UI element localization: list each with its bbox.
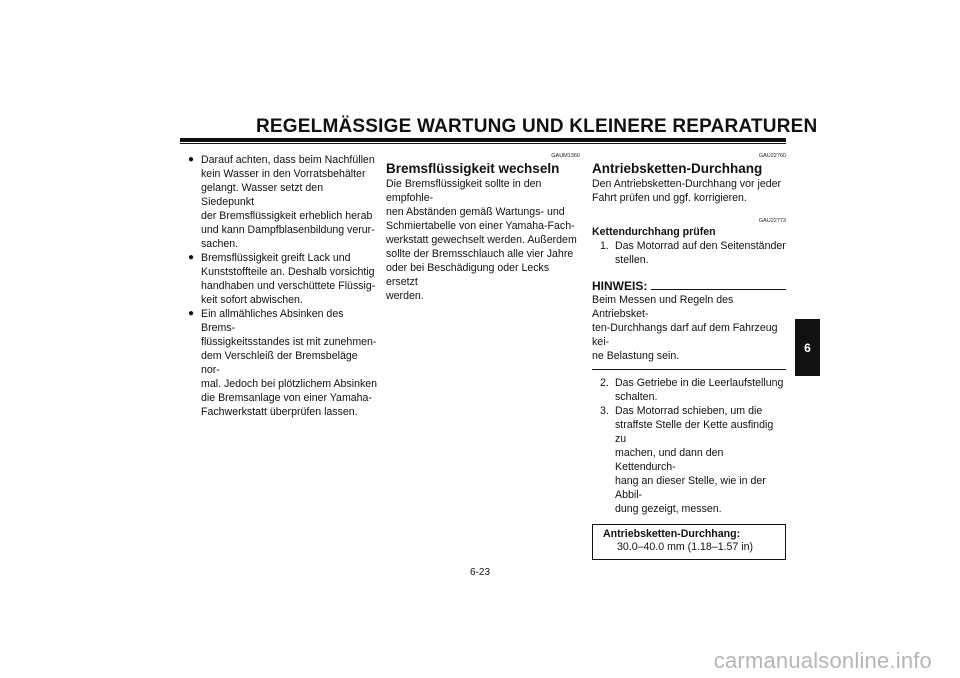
column-left [188,153,378,419]
text-line: werkstatt gewechselt werden. Außerdem [386,234,577,246]
text-line: Das Motorrad auf den Seitenständer [615,240,786,252]
step-number: 2. [600,377,609,389]
text-line: machen, und dann den Kettendurch- [615,447,724,473]
step-item [592,404,786,516]
bullet-text [201,153,378,251]
bullet-item [188,153,378,251]
text-line: schalten. [615,391,658,403]
text-line: Beim Messen und Regeln des Antriebsket- [592,294,734,320]
step-text [615,404,786,516]
text-line: kein Wasser in den Vorratsbehälter [201,168,366,180]
text-line: keit sofort abwischen. [201,294,303,306]
text-line: Den Antriebsketten-Durchhang vor jeder [592,178,782,190]
bullet-icon: ● [188,154,195,165]
note-rule [651,289,786,290]
text-line: oder bei Beschädigung oder Lecks ersetzt [386,262,550,288]
text-line: Fahrt prüfen und ggf. korrigieren. [592,192,747,204]
text-line: dung gezeigt, messen. [615,503,722,515]
spec-value: 30.0–40.0 mm (1.18–1.57 in) [617,541,754,553]
section-code: GAU22760 [758,153,786,159]
page-number: 6-23 [469,567,490,578]
text-line: straffste Stelle der Kette ausfindig zu [615,419,774,445]
text-line: sollte der Bremsschlauch alle vier Jahre [386,248,574,260]
note-end-rule [592,369,786,370]
section-heading: Antriebsketten-Durchhang [592,161,763,176]
section-heading: Bremsflüssigkeit wechseln [386,161,560,176]
text-line: ne Belastung sein. [592,350,680,362]
watermark: carmanualsonline.info [713,648,932,673]
step-item [592,239,786,267]
header-rule-thin [180,143,786,144]
step-text [615,239,786,267]
column-right [592,153,786,560]
step-number: 1. [600,240,609,252]
text-line: Die Bremsflüssigkeit sollte in den empfohle- [386,178,542,204]
text-line: mal. Jedoch bei plötzlichem Absinken [201,378,378,390]
section-body [386,177,580,303]
bullet-item [188,307,378,419]
chapter-tab: 6 [795,319,820,376]
text-line: handhaben und verschüttete Flüssig- [201,280,376,292]
text-line: sachen. [201,238,239,250]
text-line: Kunststoffteile an. Deshalb vorsichtig [201,266,375,278]
text-line: Das Motorrad schieben, um die [615,405,763,417]
text-line: werden. [386,290,424,302]
spec-box [592,524,786,560]
note-header [592,279,786,293]
spec-title: Antriebsketten-Durchhang: [603,528,741,540]
text-line: Fachwerkstatt überprüfen lassen. [201,406,358,418]
step-item [592,376,786,404]
step-number: 3. [600,405,609,417]
column-middle [386,153,580,303]
text-line: Schmiertabelle von einer Yamaha-Fach- [386,220,575,232]
bullet-icon: ● [188,308,195,319]
text-line: Das Getriebe in die Leerlaufstellung [615,377,784,389]
section-code: GAUM1360 [551,153,580,159]
text-line: nen Abständen gemäß Wartungs- und [386,206,565,218]
bullet-icon: ● [188,252,195,263]
text-line: und kann Dampfblasenbildung verur- [201,224,375,236]
text-line: dem Verschleiß der Bremsbeläge nor- [201,350,358,376]
header-rule [180,138,786,142]
text-line: flüssigkeitsstandes ist mit zunehmen- [201,336,377,348]
subsection-heading: Kettendurchhang prüfen [592,226,716,238]
section-code: GAU22773 [758,218,786,224]
page-title: REGELMÄSSIGE WARTUNG UND KLEINERE REPARATUREN [256,116,818,137]
bullet-text [201,307,378,419]
text-line: Darauf achten, dass beim Nachfüllen [201,154,375,166]
text-line: die Bremsanlage von einer Yamaha- [201,392,372,404]
text-line: Bremsflüssigkeit greift Lack und [201,252,351,264]
step-text [615,376,786,404]
note-body [592,293,786,363]
text-line: hang an dieser Stelle, wie in der Abbil- [615,475,766,501]
text-line: ten-Durchhangs darf auf dem Fahrzeug kei- [592,322,778,348]
text-line: Ein allmähliches Absinken des Brems- [201,308,344,334]
text-line: gelangt. Wasser setzt den Siedepunkt [201,182,324,208]
text-line: der Bremsflüssigkeit erheblich herab [201,210,373,222]
note-label: HINWEIS: [592,279,648,293]
bullet-text [201,251,378,307]
text-line: stellen. [615,254,649,266]
bullet-item [188,251,378,307]
